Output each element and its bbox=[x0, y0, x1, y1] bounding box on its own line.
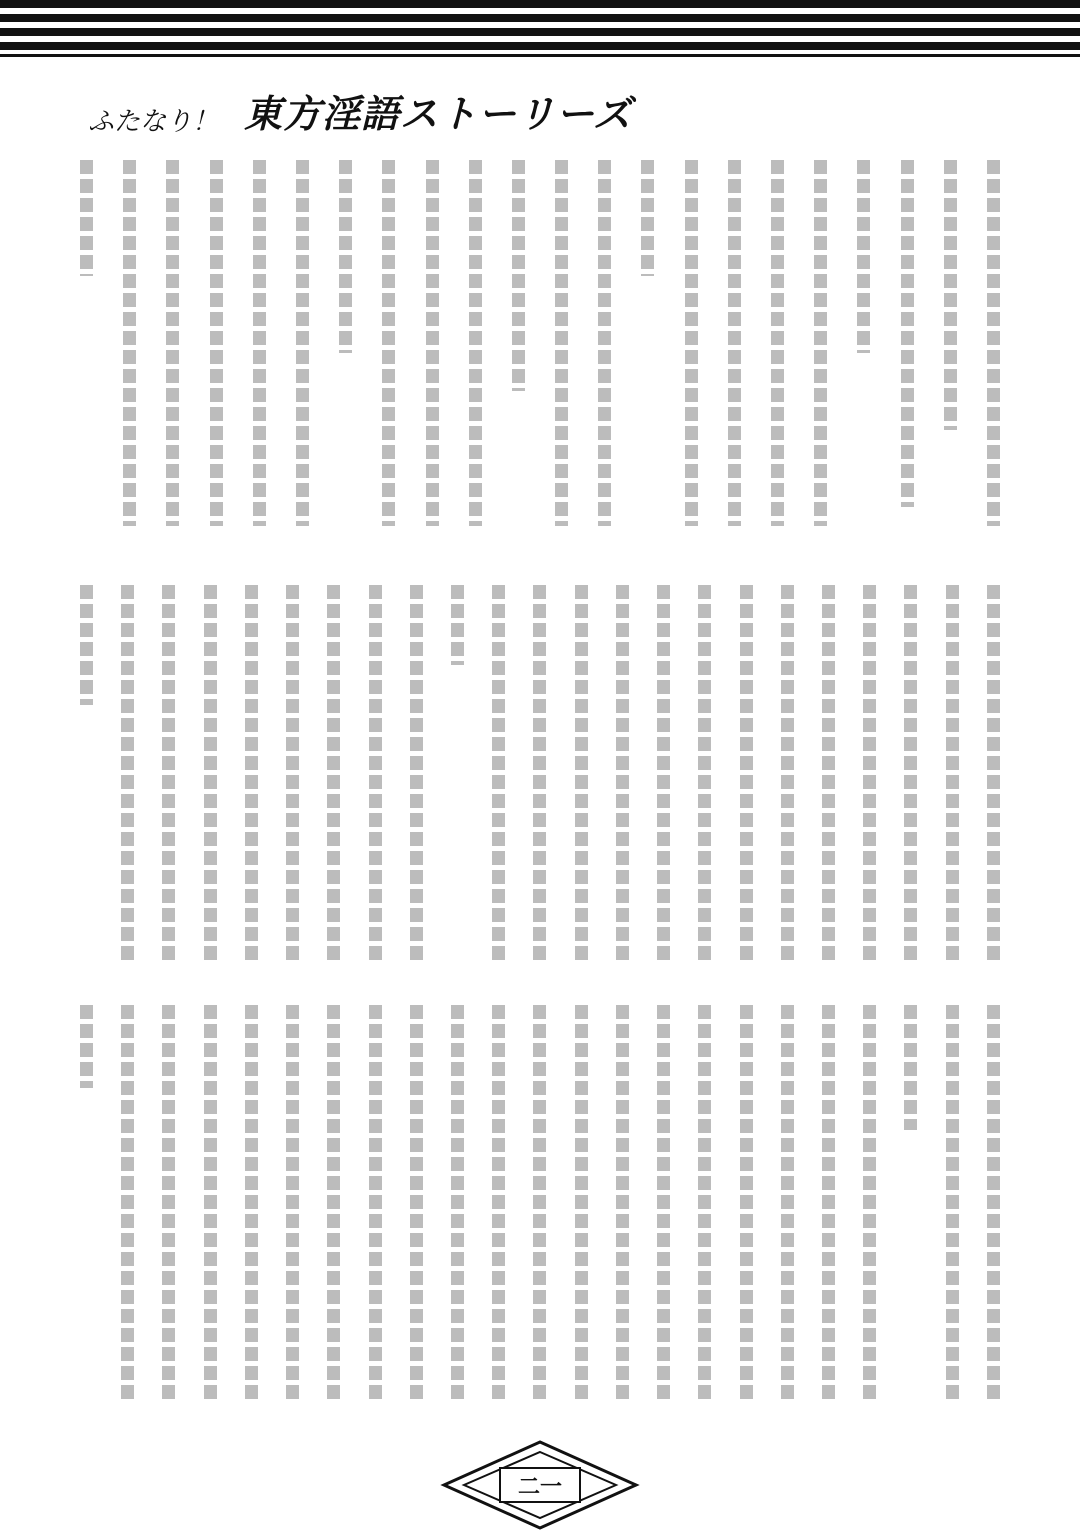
text-column bbox=[904, 1005, 917, 1130]
text-column bbox=[469, 160, 482, 526]
text-column bbox=[863, 585, 876, 965]
page-number: 二一 bbox=[517, 1474, 562, 1500]
text-column bbox=[286, 1005, 299, 1399]
text-column bbox=[166, 160, 179, 526]
text-column bbox=[533, 1005, 546, 1399]
text-column bbox=[616, 1005, 629, 1399]
text-column bbox=[296, 160, 309, 526]
page-number-ornament bbox=[440, 1440, 640, 1530]
text-column bbox=[410, 585, 423, 965]
text-column bbox=[245, 1005, 258, 1399]
text-column bbox=[987, 585, 1000, 965]
text-column bbox=[512, 160, 525, 391]
text-column bbox=[492, 1005, 505, 1399]
text-column bbox=[863, 1005, 876, 1399]
text-column bbox=[901, 160, 914, 507]
text-column bbox=[987, 160, 1000, 526]
text-column bbox=[616, 585, 629, 965]
text-column bbox=[781, 1005, 794, 1399]
text-column bbox=[121, 1005, 134, 1399]
text-column bbox=[245, 585, 258, 965]
text-column bbox=[162, 1005, 175, 1399]
text-column bbox=[857, 160, 870, 353]
text-column bbox=[641, 160, 654, 276]
text-column bbox=[204, 585, 217, 965]
text-column bbox=[781, 585, 794, 965]
header-stripes bbox=[0, 0, 1080, 60]
text-column bbox=[369, 585, 382, 965]
text-column bbox=[162, 585, 175, 965]
text-column bbox=[253, 160, 266, 526]
page-title bbox=[88, 88, 632, 138]
text-column bbox=[382, 160, 395, 526]
text-column bbox=[944, 160, 957, 430]
text-column bbox=[80, 160, 93, 276]
text-column bbox=[80, 1005, 93, 1088]
text-column bbox=[685, 160, 698, 526]
text-column bbox=[123, 160, 136, 526]
text-column bbox=[327, 1005, 340, 1399]
text-column bbox=[204, 1005, 217, 1399]
text-column bbox=[728, 160, 741, 526]
text-column bbox=[426, 160, 439, 526]
text-block-middle bbox=[80, 585, 1000, 985]
text-column bbox=[657, 1005, 670, 1399]
text-block-top bbox=[80, 160, 1000, 545]
text-column bbox=[451, 1005, 464, 1399]
text-column bbox=[822, 1005, 835, 1399]
text-column bbox=[698, 1005, 711, 1399]
text-column bbox=[286, 585, 299, 965]
text-column bbox=[987, 1005, 1000, 1399]
text-column bbox=[555, 160, 568, 526]
text-column bbox=[369, 1005, 382, 1399]
series-label: ふたなり！ bbox=[88, 107, 219, 137]
text-column bbox=[533, 585, 546, 965]
text-column bbox=[946, 585, 959, 965]
text-column bbox=[492, 585, 505, 965]
text-column bbox=[575, 1005, 588, 1399]
text-column bbox=[904, 585, 917, 965]
text-column bbox=[575, 585, 588, 965]
text-column bbox=[121, 585, 134, 965]
text-column bbox=[410, 1005, 423, 1399]
text-column bbox=[822, 585, 835, 965]
text-column bbox=[814, 160, 827, 526]
text-column bbox=[698, 585, 711, 965]
text-column bbox=[210, 160, 223, 526]
text-block-bottom bbox=[80, 1005, 1000, 1420]
text-column bbox=[451, 585, 464, 665]
text-column bbox=[657, 585, 670, 965]
story-title: 東方淫語ストーリーズ bbox=[244, 91, 633, 136]
text-column bbox=[327, 585, 340, 965]
text-column bbox=[740, 585, 753, 965]
text-column bbox=[740, 1005, 753, 1399]
text-column bbox=[598, 160, 611, 526]
text-column bbox=[771, 160, 784, 526]
text-column bbox=[80, 585, 93, 705]
text-column bbox=[339, 160, 352, 353]
text-column bbox=[946, 1005, 959, 1399]
